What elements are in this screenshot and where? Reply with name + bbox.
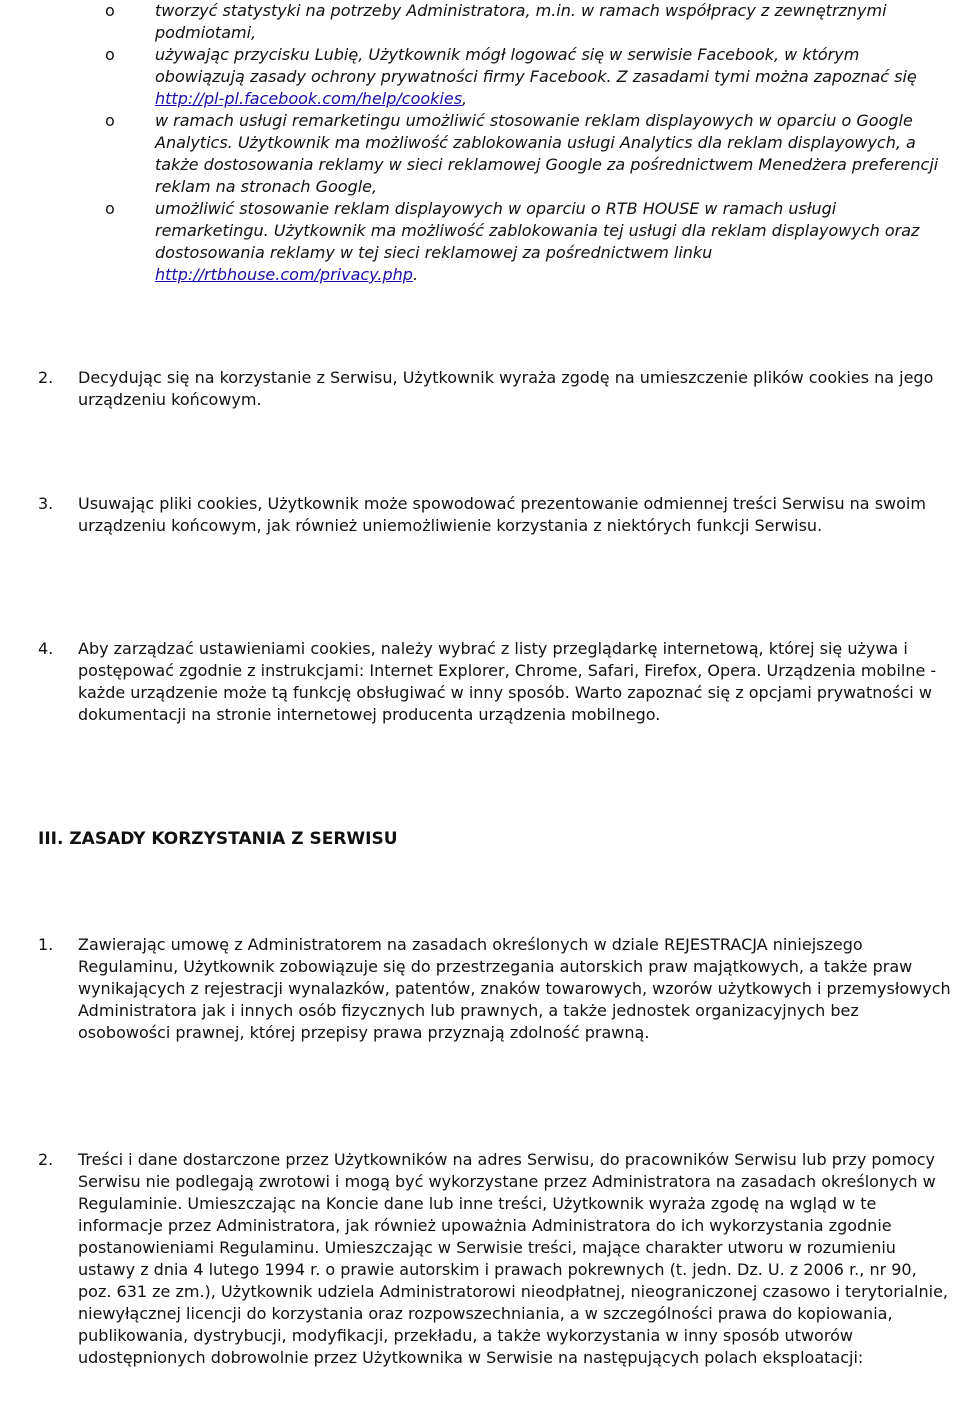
paragraph-text: Zawierając umowę z Administratorem na zasadach określonych w dziale REJESTRACJA niniejszego Regulaminu, Użytkownik zobowiązuje się do przestrzegania autorskich praw majątkowych, a także praw wynikających z rejestracji wynalazków, patentów, znaków towarowych, wzorów użytkowych i przemysłowych Administratora jak i innych osób fizycznych lub prawnych, a także jednostek organizacyjnych bez osobowości prawnej, której przepisy prawa przyznają zdolność prawną. (78, 935, 951, 1042)
bullet-marker: o (105, 1, 115, 20)
bullet-list (0, 0, 960, 286)
bullet-marker: o (105, 45, 115, 64)
bullet-text-after: . (412, 265, 419, 284)
bullet-marker: o (105, 199, 115, 218)
bullet-text: umożliwić stosowanie reklam displayowych w oparciu o RTB HOUSE w ramach usługi remarketingu. Użytkownik ma możliwość zablokowania tej usługi dla reklam displayowych oraz dostosowania reklamy w tej sieci reklamowej za pośrednictwem linku (155, 199, 920, 262)
paragraph-text: Treści i dane dostarczone przez Użytkowników na adres Serwisu, do pracowników Serwisu lub przy pomocy Serwisu nie podlegają zwrotowi i mogą być wykorzystane przez Administratora na zasadach określonych w Regulaminie. Umieszczając na Koncie dane lub inne treści, Użytkownik wyraża zgodę na wgląd w te informacje przez Administratora, jak również upoważnia Administratora do ich wykorzystania zgodnie postanowieniami Regulaminu. Umieszczając w Serwisie treści, mające charakter utworu w rozumieniu ustawy z dnia 4 lutego 1994 r. o prawie autorskim i prawach pokrewnych (t. jedn. Dz. U. z 2006 r., nr 90, poz. 631 ze zm.), Użytkownik udziela Administratorowi nieodpłatnej, nieograniczonej czasowo i terytorialnie, niewyłącznej licencji do korzystania oraz rozpowszechniania, a w szczególności prawa do kopiowania, publikowania, dystrybucji, modyfikacji, przekładu, a także wykorzystania w inny sposób utworów udostępnionych dobrowolnie przez Użytkownika w Serwisie na następujących polach eksploatacji: (78, 1150, 948, 1367)
bullet-item (0, 44, 960, 110)
section-heading: III. ZASADY KORZYSTANIA Z SERWISU (38, 829, 398, 849)
bullet-item (0, 198, 960, 286)
bullet-item (0, 0, 960, 44)
paragraph-number: 2. (38, 368, 54, 387)
numbered-paragraph-3 (38, 493, 952, 537)
paragraph-number: 2. (38, 1150, 54, 1169)
paragraph-number: 1. (38, 935, 54, 954)
bullet-item (0, 110, 960, 198)
section-paragraph-1 (38, 934, 952, 1044)
paragraph-number: 3. (38, 494, 54, 513)
paragraph-text: Aby zarządzać ustawieniami cookies, należy wybrać z listy przeglądarkę internetową, której się używa i postępować zgodnie z instrukcjami: Internet Explorer, Chrome, Safari, Firefox, Opera. Urządzenia mobilne - każde urządzenie może tą funkcję obsługiwać w inny sposób. Warto zapoznać się z opcjami prywatności w dokumentacji na stronie internetowej producenta urządzenia mobilnego. (78, 639, 937, 724)
bullet-text: w ramach usługi remarketingu umożliwić stosowanie reklam displayowych w oparciu o Google Analytics. Użytkownik ma możliwość zablokowania usługi Analytics dla reklam displayowych, a także dostosowania reklamy w sieci reklamowej Google za pośrednictwem Menedżera preferencji reklam na stronach Google, (155, 111, 939, 196)
bullet-text: używając przycisku Lubię, Użytkownik mógł logować się w serwisie Facebook, w którym obowiązują zasady ochrony prywatności firmy Facebook. Z zasadami tymi można zapoznać się (155, 45, 917, 86)
facebook-cookies-link[interactable]: http://pl-pl.facebook.com/help/cookies (155, 89, 463, 108)
bullet-text: tworzyć statystyki na potrzeby Administratora, m.in. w ramach współpracy z zewnętrznymi podmiotami, (155, 1, 887, 42)
bullet-text-after: , (462, 89, 468, 108)
numbered-paragraph-4 (38, 638, 952, 726)
numbered-paragraph-2 (38, 367, 952, 411)
paragraph-text: Decydując się na korzystanie z Serwisu, Użytkownik wyraża zgodę na umieszczenie plików cookies na jego urządzeniu końcowym. (78, 368, 934, 409)
paragraph-number: 4. (38, 639, 54, 658)
paragraph-text: Usuwając pliki cookies, Użytkownik może spowodować prezentowanie odmiennej treści Serwisu na swoim urządzeniu końcowym, jak również uniemożliwienie korzystania z niektórych funkcji Serwisu. (78, 494, 926, 535)
bullet-marker: o (105, 111, 115, 130)
section-paragraph-2 (38, 1149, 952, 1369)
rtbhouse-privacy-link[interactable]: http://rtbhouse.com/privacy.php (155, 265, 413, 284)
